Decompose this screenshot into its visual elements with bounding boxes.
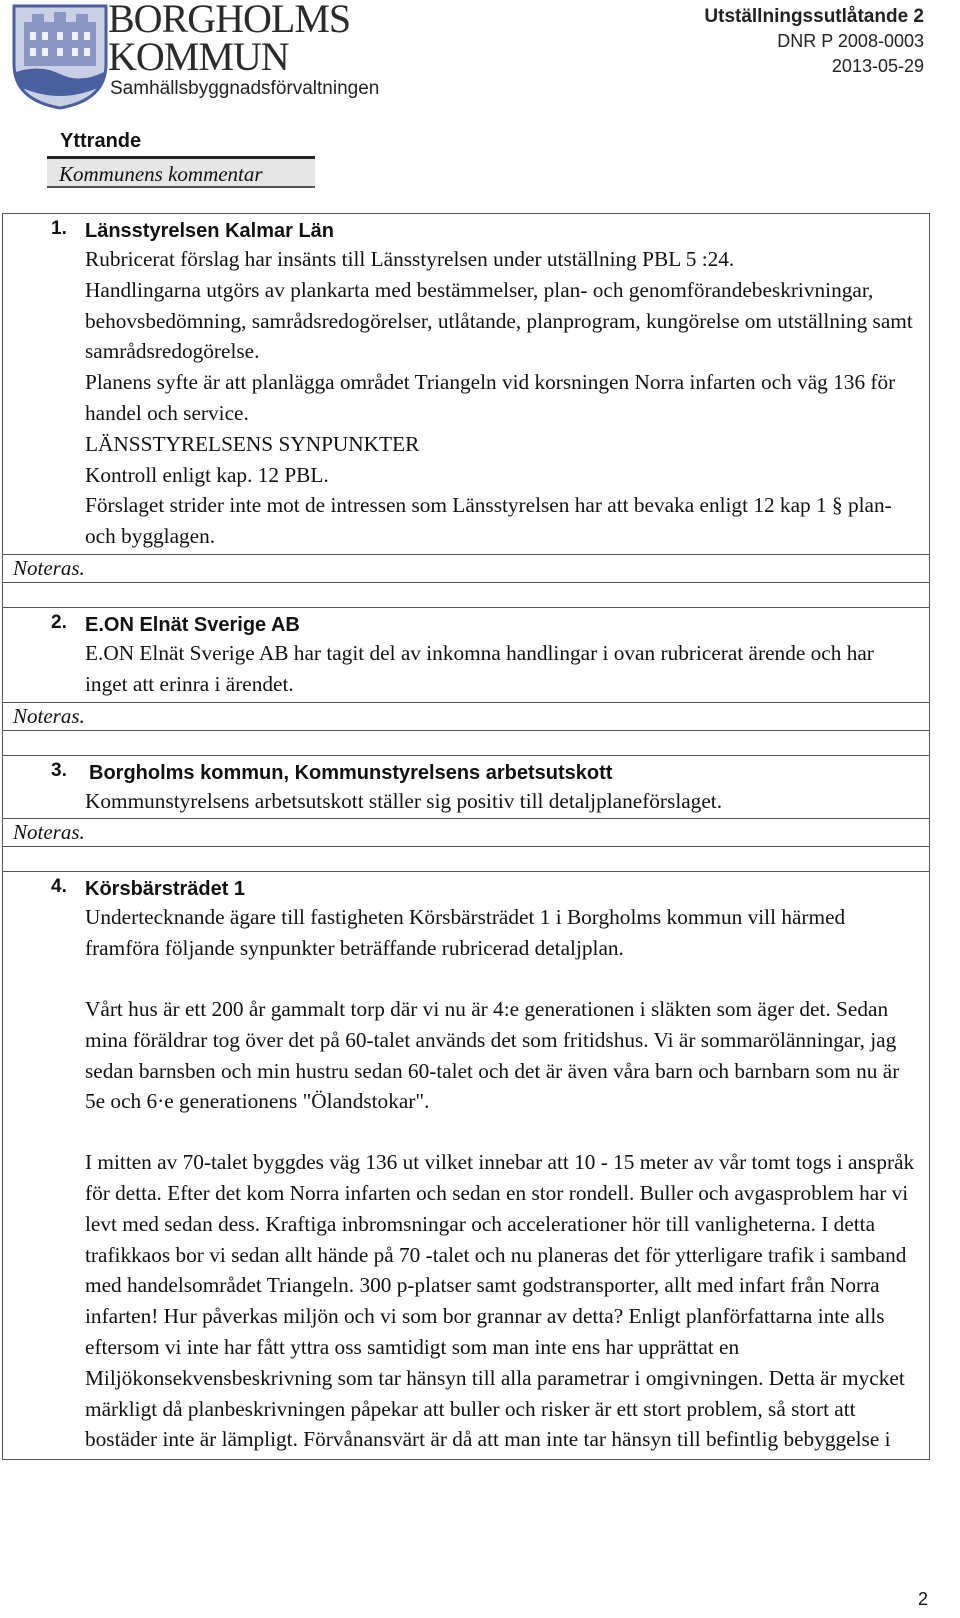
comments-table <box>2 213 930 1460</box>
section-row <box>3 214 929 555</box>
section-title: Borgholms kommun, Kommunstyrelsens arbetsutskott <box>89 761 613 784</box>
comment-label-box <box>47 156 315 188</box>
section-line: E.ON Elnät Sverige AB har tagit del av inkomna handlingar i ovan rubricerat ärende och har inget att erinra i ärendet. <box>85 640 874 696</box>
section-line: Planens syfte är att planlägga området Triangeln vid korsningen Norra infarten och väg 136 för handel och service. <box>85 370 896 425</box>
comment-text: Noteras. <box>13 703 85 728</box>
section-paragraph: Vårt hus är ett 200 år gammalt torp där vi nu är 4:e generationen i släkten som äger det. Sedan mina föräldrar tog över det på 60-talet används det som fritidshus. Vi är sommarölänningar, jag sedan barnsben och min hustru sedan 60-talet och det är även våra barn och barnbarn som nu är 5e och 6·e generationens "Ölandstokar". <box>85 996 900 1114</box>
page-number: 2 <box>917 1589 928 1609</box>
section-number: 1. <box>51 218 67 239</box>
comment-row <box>3 555 929 583</box>
comment-label: Kommunens kommentar <box>59 162 263 186</box>
section-paragraph: Undertecknande ägare till fastigheten Körsbärsträdet 1 i Borgholms kommun vill härmed framföra följande synpunkter beträffande rubricerad detaljplan. <box>85 905 846 961</box>
spacer-row <box>3 583 929 608</box>
section-line: Förslaget strider inte mot de intressen som Länsstyrelsen har att bevaka enligt 12 kap 1 § plan- och bygglagen. <box>85 493 892 549</box>
section-row <box>3 756 929 820</box>
section-line: Kommunstyrelsens arbetsutskott ställer sig positiv till detaljplaneförslaget. <box>85 788 723 813</box>
section-number: 4. <box>51 876 67 898</box>
document-dnr: DNR P 2008-0003 <box>777 31 924 51</box>
section-content <box>3 872 929 1459</box>
section-number: 3. <box>51 759 67 781</box>
section-line: LÄNSSTYRELSENS SYNPUNKTER <box>85 431 420 456</box>
section-number: 2. <box>51 611 67 633</box>
municipal-crest-icon <box>10 2 110 110</box>
page-heading: Yttrande <box>60 130 142 152</box>
section-content <box>3 214 929 554</box>
spacer-row <box>3 847 929 872</box>
department-name: Samhällsbyggnadsförvaltningen <box>110 78 380 99</box>
org-name-line2: KOMMUN <box>108 34 289 79</box>
org-name-line1: BORGHOLMS <box>108 0 351 41</box>
section-title: E.ON Elnät Sverige AB <box>85 613 300 636</box>
section-row <box>3 872 929 1460</box>
document-meta <box>704 4 924 79</box>
spacer-row <box>3 731 929 756</box>
section-title: Körsbärsträdet 1 <box>85 878 246 901</box>
organization-name <box>108 0 351 79</box>
section-title: Länsstyrelsen Kalmar Län <box>85 220 334 242</box>
section-line: Rubricerat förslag har insänts till Länsstyrelsen under utställning PBL 5 :24. <box>85 247 735 271</box>
comment-text: Noteras. <box>13 820 85 845</box>
comment-row <box>3 819 929 847</box>
section-line: Handlingarna utgörs av plankarta med bestämmelser, plan- och genomförandebeskrivningar, behovsbedömning, samrådsredogörelser, utlåtande, planprogram, kungörelse om utställning samt samrådsredogörelse. <box>85 277 913 364</box>
document-title: Utställningssutlåtande 2 <box>704 6 924 27</box>
comment-row <box>3 703 929 731</box>
comment-text: Noteras. <box>13 555 85 580</box>
section-line: Kontroll enligt kap. 12 PBL. <box>85 462 329 487</box>
section-content <box>3 756 929 819</box>
section-content <box>3 608 929 702</box>
section-row <box>3 608 929 703</box>
section-paragraph: I mitten av 70-talet byggdes väg 136 ut vilket innebar att 10 - 15 meter av vår tomt togs i anspråk för detta. Efter det kom Norra infarten och sedan en stor rondell. Buller och avgasproblem har vi levt med sedan dess. Kraftiga inbromsningar och accelerationer hör till vanligheterna. I detta trafikkaos bor vi sedan allt hände på 70 -talet och nu planeras det för ytterligare trafik i samband med handelsområdet Triangeln. 300 p-platser samt godstransporter, allt med infart från Norra infarten! Hur påverkas miljön och vi som bor grannar av detta? Enligt planförfattarna inte alls eftersom vi inte har fått yttra oss samtidigt som man inte ens har upprättat en Miljökonsekvensbeskrivning som tar hänsyn till alla parametrar i omgivningen. Detta är mycket märkligt då planbeskrivningen påpekar att buller och risker är ett stort problem, så stort att bostäder inte är lämpligt. Förvånansvärt är då att man inte tar hänsyn till befintlig bebyggelse i <box>85 1150 915 1452</box>
document-date: 2013-05-29 <box>831 56 924 76</box>
